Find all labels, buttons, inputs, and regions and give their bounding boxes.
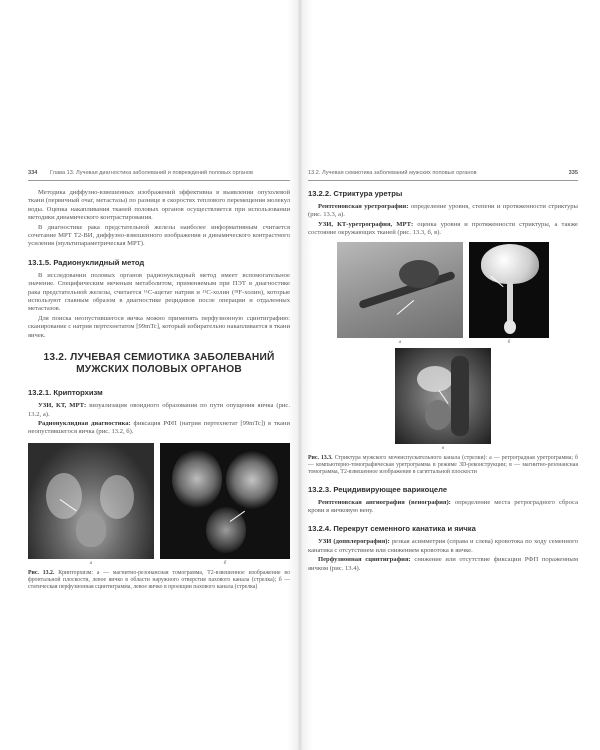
term-text: визуализация овоидного образования по пути опущения яичка (рис. 13.2, а). bbox=[28, 402, 291, 418]
term-label: Рентгеновская уретрография: bbox=[318, 203, 409, 210]
figure-13-2-b bbox=[160, 443, 290, 566]
figure-caption-13-3 bbox=[308, 455, 578, 476]
term-text: определение уровня, степени и протяженности стриктуры (рис. 13.3, а). bbox=[308, 203, 578, 219]
paragraph: Для поиска неопустившегося яичка можно применять перфузионную сцинтиграфию: сканирование с натрия пертехнетатом [99mTc], который избирательно накапливается в ткани яичек. bbox=[28, 314, 290, 339]
paragraph: В исследовании половых органов радионуклидный метод имеет вспомогательное значение. Специфическим меченым метаболитом, применяемым при ПЭТ в диагностике рака предстательной железы, считается ¹¹С-ацетат натрия и ¹¹С-холин (¹⁸F-холин), которые используют главным образом в диагностике рецидивов после операции и отдаленных метастазов. bbox=[28, 271, 290, 313]
term-label: УЗИ (допплерография): bbox=[318, 538, 390, 546]
paragraph-urethrography bbox=[308, 203, 578, 220]
urethrogram-image bbox=[337, 242, 463, 338]
figure-label: а bbox=[89, 559, 93, 566]
caption-text: Стриктура мужского мочеиспускательного канала (стрелки): а — ретроградная уретрограмма; б — компьютерно-томографическая уретрограмма в режиме 3D-реконструкции; в — магнитно-резонансная томограмма, Т2-взвешенное изображение в сагиттальной плоскости bbox=[308, 454, 579, 475]
paragraph-uzi-kt-urethrography bbox=[308, 221, 578, 238]
figure-label: а bbox=[398, 338, 402, 345]
term-text: снижение или отсутствие фиксации РФП пораженным яичком (рис. 13.4). bbox=[308, 556, 579, 572]
term-text: резкая асимметрия (справа и слева) кровотока по ходу семенного канатика с отсутствием или снижением кровотока в яичке. bbox=[308, 538, 579, 554]
figure-label: б bbox=[507, 338, 511, 345]
subheading-13-2-3: 13.2.3. Рецидивирующее варикоцеле bbox=[308, 484, 448, 494]
figure-13-3-bottom-row bbox=[308, 348, 578, 451]
page-number: 335 bbox=[568, 170, 578, 176]
paragraph-perfusion bbox=[308, 556, 578, 573]
page-number: 334 bbox=[28, 170, 38, 176]
figure-13-3-b bbox=[469, 242, 549, 345]
section-title-13-2 bbox=[28, 352, 290, 376]
term-label: УЗИ, КТ-уретрография, МРТ: bbox=[318, 220, 414, 228]
figure-13-3-a bbox=[337, 242, 463, 345]
term-label: Радионуклидная диагностика: bbox=[38, 419, 131, 427]
paragraph-doppler bbox=[308, 538, 578, 555]
subheading-13-2-4: 13.2.4. Перекрут семенного канатика и яичка bbox=[308, 524, 476, 534]
subheading-13-2-2: 13.2.2. Стриктура уретры bbox=[308, 189, 403, 198]
ct-urethrogram-image bbox=[469, 242, 549, 338]
caption-label: Рис. 13.2. bbox=[28, 569, 55, 576]
term-label: Рентгеновская ангиография (венография): bbox=[318, 498, 451, 506]
figure-caption-13-2 bbox=[28, 570, 290, 591]
figure-13-3-c bbox=[395, 348, 491, 451]
right-content bbox=[308, 189, 578, 573]
paragraph: Методика диффузно-взвешенных изображений эффективна в выявлении опухолевой ткани (первичный очаг, метастазы) по разнице в скоростях теплового перемещения молекул воды. Оценка накапливания тканей половых органов осуществляется при использовании методики динамического контрастирования. bbox=[28, 189, 290, 222]
subheading-13-2-1: 13.2.1. Крипторхизм bbox=[28, 388, 103, 398]
running-title: 13.2. Лучевая семиотика заболеваний мужских половых органов bbox=[308, 170, 477, 176]
running-title: Глава 13. Лучевая диагностика заболеваний и повреждений половых органов bbox=[50, 170, 253, 176]
paragraph-radionuclide bbox=[28, 420, 290, 437]
scintigram-image bbox=[160, 443, 290, 559]
figure-label: в bbox=[441, 444, 445, 451]
left-running-head bbox=[28, 170, 290, 181]
term-text: фиксация РФП (натрия пертехнетат [99mTc]) в ткани неопустившегося яичка (рис. 13.2, б). bbox=[28, 419, 290, 436]
term-label: Перфузионная сцинтиграфия: bbox=[318, 556, 411, 564]
section-title-line1: 13.2. ЛУЧЕВАЯ СЕМИОТИКА ЗАБОЛЕВАНИЙ bbox=[43, 352, 275, 364]
caption-label: Рис. 13.3. bbox=[308, 454, 333, 461]
right-page bbox=[308, 170, 578, 574]
right-running-head bbox=[308, 170, 578, 181]
mri-image bbox=[28, 443, 154, 559]
caption-text: Крипторхизм: а — магнитно-резонансная томограмма, Т2-взвешенное изображение во фронтальной плоскости, левое яичко в области наружного отверстия пахового канала (стрелка); б — статическая перфузионная сцинтиграмма, левое яичко в проекции пахового канала (стрелка) bbox=[28, 569, 290, 590]
section-title-line2: МУЖСКИХ ПОЛОВЫХ ОРГАНОВ bbox=[76, 364, 242, 376]
paragraph: В диагностике рака предстательной железы наиболее информативным считается сочетание МРТ Т2-ВИ, диффузно-взвешенного изображения и динамического контрастного усиления (мультипараметрическая МРТ). bbox=[28, 223, 290, 248]
subheading-13-1-5: 13.1.5. Радионуклидный метод bbox=[28, 257, 145, 267]
left-content bbox=[28, 189, 290, 591]
figure-13-2-a bbox=[28, 443, 154, 566]
figure-13-2 bbox=[28, 443, 290, 566]
term-label: УЗИ, КТ, МРТ: bbox=[38, 402, 87, 410]
term-text: оценка уровня и протяженности стриктуры, а также состояние окружающих тканей (рис. 13.3, б, в). bbox=[308, 220, 578, 237]
figure-label: б bbox=[223, 559, 227, 566]
mri-sagittal-image bbox=[395, 348, 491, 444]
left-page bbox=[28, 170, 290, 597]
paragraph-angiography bbox=[308, 499, 578, 516]
arrow-marker bbox=[397, 300, 414, 315]
term-text: определение места ретроградного сброса крови в яичковую вену. bbox=[308, 498, 578, 515]
paragraph-uzi-kt-mrt bbox=[28, 402, 290, 419]
figure-13-3-top-row bbox=[308, 242, 578, 345]
